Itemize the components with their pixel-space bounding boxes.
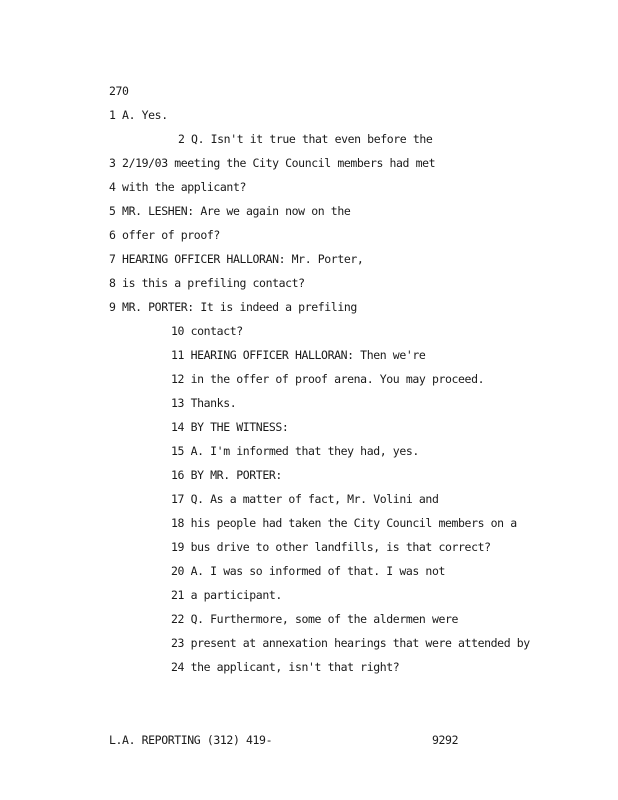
transcript-line-21: 21 a participant. <box>171 588 282 602</box>
transcript-line-5: 5 MR. LESHEN: Are we again now on the <box>109 204 351 218</box>
transcript-line-20: 20 A. I was so informed of that. I was not <box>171 564 445 578</box>
transcript-line-22: 22 Q. Furthermore, some of the aldermen were <box>171 612 459 626</box>
transcript-line-18: 18 his people had taken the City Council members on a <box>171 516 517 530</box>
transcript-line-9: 9 MR. PORTER: It is indeed a prefiling <box>109 300 357 314</box>
transcript-line-3: 3 2/19/03 meeting the City Council members had met <box>109 156 436 170</box>
transcript-line-8: 8 is this a prefiling contact? <box>109 276 305 290</box>
transcript-line-12: 12 in the offer of proof arena. You may proceed. <box>171 372 485 386</box>
transcript-line-13: 13 Thanks. <box>171 396 237 410</box>
transcript-line-1: 1 A. Yes. <box>109 108 168 122</box>
transcript-line-14: 14 BY THE WITNESS: <box>171 420 289 434</box>
transcript-line-15: 15 A. I'm informed that they had, yes. <box>171 444 419 458</box>
transcript-line-6: 6 offer of proof? <box>109 228 220 242</box>
footer-reporting: L.A. REPORTING (312) 419- <box>109 733 273 747</box>
transcript-line-2: 2 Q. Isn't it true that even before the <box>178 132 433 146</box>
transcript-line-7: 7 HEARING OFFICER HALLORAN: Mr. Porter, <box>109 252 364 266</box>
transcript-line-24: 24 the applicant, isn't that right? <box>171 660 400 674</box>
transcript-line-23: 23 present at annexation hearings that were attended by <box>171 636 530 650</box>
transcript-line-11: 11 HEARING OFFICER HALLORAN: Then we're <box>171 348 426 362</box>
transcript-line-4: 4 with the applicant? <box>109 180 246 194</box>
page-number: 270 <box>109 84 129 98</box>
transcript-line-16: 16 BY MR. PORTER: <box>171 468 282 482</box>
transcript-line-19: 19 bus drive to other landfills, is that correct? <box>171 540 491 554</box>
footer-number: 9292 <box>432 733 459 747</box>
transcript-line-10: 10 contact? <box>171 324 243 338</box>
transcript-line-17: 17 Q. As a matter of fact, Mr. Volini and <box>171 492 439 506</box>
